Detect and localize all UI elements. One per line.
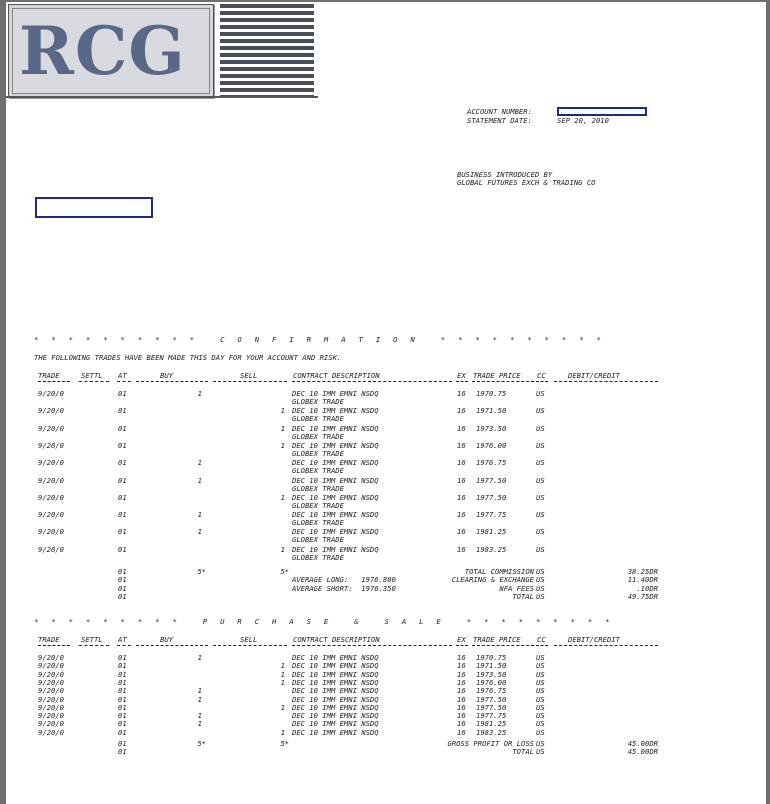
trade-price: 1971.50 (476, 406, 507, 416)
trade-date: 9/20/0 (38, 686, 64, 696)
column-header-desc: CONTRACT DESCRIPTION (293, 371, 380, 380)
currency: US (536, 727, 545, 737)
exchange: 16 (457, 686, 466, 696)
trade-price: 1973.50 (476, 669, 507, 679)
trade-date: 9/20/0 (38, 510, 64, 520)
account-type: 01 (118, 591, 127, 601)
trade-price: 1981.25 (476, 527, 507, 537)
column-header-trade: TRADE (38, 635, 60, 644)
exchange: 16 (457, 661, 466, 671)
header-underline (456, 381, 468, 382)
summary-label: CLEARING & EXCHANGE (451, 575, 534, 585)
account-type: 01 (118, 686, 127, 696)
currency: US (536, 389, 545, 398)
buy-qty: 1 (197, 510, 202, 520)
exchange: 16 (457, 475, 466, 485)
trade-date: 9/20/0 (38, 406, 64, 416)
currency: US (536, 686, 545, 696)
exchange: 16 (457, 458, 466, 468)
trade-date: 9/20/0 (38, 727, 64, 737)
currency: US (536, 510, 545, 520)
trade-date: 9/20/0 (38, 458, 64, 468)
trade-price: 1976.00 (476, 677, 507, 687)
globex-trade-label: GLOBEX TRADE (292, 431, 344, 441)
column-header-debit: DEBIT/CREDIT (568, 635, 620, 644)
account-type: 01 (118, 440, 127, 450)
sell-qty: 1 (280, 669, 285, 679)
account-type: 01 (118, 747, 127, 757)
logo-text: RCG (19, 12, 186, 90)
currency: US (536, 661, 545, 671)
globex-trade-label: GLOBEX TRADE (292, 414, 344, 424)
confirmation-banner: * * * * * * * * * * C O N F I R M A T I O N * * * * * * * * * * (34, 335, 601, 344)
account-type: 01 (118, 739, 127, 748)
column-header-buy: BUY (160, 635, 173, 644)
column-header-at: AT (118, 635, 127, 644)
buy-qty: 1 (197, 694, 202, 704)
summary-amount: 45.00DR (627, 739, 658, 748)
purchase-sale-banner: * * * * * * * * * P U R C H A S E & S A L E * * * * * * * * * (34, 617, 610, 626)
exchange: 16 (457, 527, 466, 537)
confirmation-notice: THE FOLLOWING TRADES HAVE BEEN MADE THIS DAY FOR YOUR ACCOUNT AND RISK. (34, 353, 342, 362)
account-type: 01 (118, 406, 127, 416)
contract-description: DEC 10 IMM EMNI NSDQ (292, 702, 379, 712)
currency: US (536, 677, 545, 687)
sell-qty: 1 (280, 544, 285, 554)
column-header-buy: BUY (160, 371, 173, 380)
summary-amount: 45.00DR (627, 747, 658, 757)
account-type: 01 (118, 492, 127, 502)
currency: US (536, 567, 545, 576)
buy-qty: 1 (197, 458, 202, 468)
buy-qty: 1 (197, 389, 202, 398)
account-type: 01 (118, 694, 127, 704)
trade-price: 1977.50 (476, 492, 507, 502)
sell-qty: 1 (280, 440, 285, 450)
currency: US (536, 669, 545, 679)
header-underline (38, 381, 70, 382)
header-underline (536, 645, 548, 646)
trade-date: 9/20/0 (38, 719, 64, 729)
exchange: 16 (457, 423, 466, 433)
column-header-cc: CC (537, 635, 546, 644)
contract-description: DEC 10 IMM EMNI NSDQ (292, 727, 379, 737)
buy-qty: 1 (197, 686, 202, 696)
account-type: 01 (118, 510, 127, 520)
summary-amount: 49.75DR (627, 591, 658, 601)
account-type: 01 (118, 567, 127, 576)
account-type: 01 (118, 711, 127, 721)
statement-page (6, 2, 766, 804)
currency: US (536, 591, 545, 601)
trade-date: 9/20/0 (38, 702, 64, 712)
account-type: 01 (118, 719, 127, 729)
contract-description: DEC 10 IMM EMNI NSDQ (292, 677, 379, 687)
contract-description: DEC 10 IMM EMNI NSDQ (292, 389, 379, 398)
account-type: 01 (118, 389, 127, 398)
trade-price: 1970.75 (476, 389, 507, 398)
trade-price: 1976.00 (476, 440, 507, 450)
column-header-settl: SETTL (81, 635, 103, 644)
exchange: 16 (457, 669, 466, 679)
column-header-sell: SELL (240, 635, 258, 644)
column-header-ex: EX (457, 371, 466, 380)
header-underline (117, 645, 131, 646)
contract-description: DEC 10 IMM EMNI NSDQ (292, 492, 379, 502)
header-underline (554, 381, 658, 382)
buy-qty: 1 (197, 719, 202, 729)
currency: US (536, 440, 545, 450)
introduced-by-line2: GLOBAL FUTURES EXCH & TRADING CO (457, 178, 596, 187)
sell-qty: 1 (280, 727, 285, 737)
buy-qty: 1 (197, 653, 202, 662)
trade-date: 9/20/0 (38, 677, 64, 687)
average-price: AVERAGE LONG: 1976.800 (292, 575, 396, 585)
account-type: 01 (118, 475, 127, 485)
header-underline (292, 381, 452, 382)
column-header-ex: EX (457, 635, 466, 644)
trade-price: 1977.50 (476, 694, 507, 704)
contract-description: DEC 10 IMM EMNI NSDQ (292, 510, 379, 520)
introduced-by-line1: BUSINESS INTRODUCED BY (457, 170, 553, 179)
column-header-debit: DEBIT/CREDIT (568, 371, 620, 380)
currency: US (536, 747, 545, 757)
buy-qty: 1 (197, 711, 202, 721)
currency: US (536, 458, 545, 468)
trade-price: 1971.50 (476, 661, 507, 671)
trade-date: 9/20/0 (38, 544, 64, 554)
currency: US (536, 475, 545, 485)
header-underline (117, 381, 131, 382)
column-header-cc: CC (537, 371, 546, 380)
currency: US (536, 492, 545, 502)
globex-trade-label: GLOBEX TRADE (292, 466, 344, 476)
trade-date: 9/20/0 (38, 423, 64, 433)
currency: US (536, 406, 545, 416)
summary-label: TOTAL (512, 747, 534, 757)
trade-date: 9/20/0 (38, 475, 64, 485)
summary-amount: .10DR (636, 583, 658, 593)
contract-description: DEC 10 IMM EMNI NSDQ (292, 661, 379, 671)
currency: US (536, 694, 545, 704)
header-underline (213, 381, 287, 382)
account-type: 01 (118, 661, 127, 671)
trade-date: 9/20/0 (38, 653, 64, 662)
globex-trade-label: GLOBEX TRADE (292, 483, 344, 493)
header-underline (79, 645, 109, 646)
account-type: 01 (118, 583, 127, 593)
trade-date: 9/20/0 (38, 389, 64, 398)
summary-label: NFA FEES (499, 583, 534, 593)
trade-date: 9/20/0 (38, 527, 64, 537)
exchange: 16 (457, 677, 466, 687)
trade-price: 1970.75 (476, 653, 507, 662)
trade-date: 9/20/0 (38, 711, 64, 721)
header-underline (472, 645, 534, 646)
trade-date: 9/20/0 (38, 440, 64, 450)
header-underline (79, 381, 109, 382)
account-type: 01 (118, 544, 127, 554)
globex-trade-label: GLOBEX TRADE (292, 535, 344, 545)
trade-price: 1977.50 (476, 475, 507, 485)
account-type: 01 (118, 677, 127, 687)
sell-qty: 1 (280, 677, 285, 687)
trade-date: 9/20/0 (38, 694, 64, 704)
exchange: 16 (457, 389, 466, 398)
summary-label: GROSS PROFIT OR LOSS (447, 739, 534, 748)
exchange: 16 (457, 694, 466, 704)
average-price: AVERAGE SHORT: 1976.350 (292, 583, 396, 593)
summary-amount: 11.40DR (627, 575, 658, 585)
account-number-label: ACCOUNT NUMBER: (467, 107, 532, 116)
currency: US (536, 719, 545, 729)
currency: US (536, 583, 545, 593)
trade-price: 1976.75 (476, 458, 507, 468)
contract-description: DEC 10 IMM EMNI NSDQ (292, 406, 379, 416)
contract-description: DEC 10 IMM EMNI NSDQ (292, 475, 379, 485)
column-header-price: TRADE PRICE (473, 371, 521, 380)
exchange: 16 (457, 544, 466, 554)
exchange: 16 (457, 711, 466, 721)
sell-qty: 1 (280, 423, 285, 433)
currency: US (536, 702, 545, 712)
trade-date: 9/20/0 (38, 492, 64, 502)
exchange: 16 (457, 510, 466, 520)
contract-description: DEC 10 IMM EMNI NSDQ (292, 544, 379, 554)
trade-price: 1976.75 (476, 686, 507, 696)
currency: US (536, 739, 545, 748)
buy-total: 5* (197, 739, 206, 748)
summary-amount: 38.25DR (627, 567, 658, 576)
globex-trade-label: GLOBEX TRADE (292, 448, 344, 458)
buy-qty: 1 (197, 527, 202, 537)
header-underline (292, 645, 452, 646)
contract-description: DEC 10 IMM EMNI NSDQ (292, 719, 379, 729)
contract-description: DEC 10 IMM EMNI NSDQ (292, 440, 379, 450)
trade-date: 9/20/0 (38, 669, 64, 679)
trade-price: 1983.25 (476, 727, 507, 737)
account-type: 01 (118, 702, 127, 712)
currency: US (536, 575, 545, 585)
account-type: 01 (118, 527, 127, 537)
trade-date: 9/20/0 (38, 661, 64, 671)
header-underline (213, 645, 287, 646)
exchange: 16 (457, 727, 466, 737)
contract-description: DEC 10 IMM EMNI NSDQ (292, 694, 379, 704)
header-underline (136, 381, 208, 382)
sell-qty: 1 (280, 702, 285, 712)
currency: US (536, 527, 545, 537)
globex-trade-label: GLOBEX TRADE (292, 500, 344, 510)
column-header-desc: CONTRACT DESCRIPTION (293, 635, 380, 644)
sell-total: 5* (280, 567, 289, 576)
account-type: 01 (118, 575, 127, 585)
account-type: 01 (118, 458, 127, 468)
column-header-price: TRADE PRICE (473, 635, 521, 644)
account-type: 01 (118, 653, 127, 662)
contract-description: DEC 10 IMM EMNI NSDQ (292, 711, 379, 721)
header-underline (38, 645, 70, 646)
summary-label: TOTAL COMMISSION (464, 567, 534, 576)
column-header-settl: SETTL (81, 371, 103, 380)
trade-price: 1983.25 (476, 544, 507, 554)
contract-description: DEC 10 IMM EMNI NSDQ (292, 423, 379, 433)
globex-trade-label: GLOBEX TRADE (292, 552, 344, 562)
column-header-trade: TRADE (38, 371, 60, 380)
summary-label: TOTAL (512, 591, 534, 601)
exchange: 16 (457, 492, 466, 502)
sell-qty: 1 (280, 492, 285, 502)
contract-description: DEC 10 IMM EMNI NSDQ (292, 458, 379, 468)
exchange: 16 (457, 406, 466, 416)
buy-total: 5* (197, 567, 206, 576)
contract-description: DEC 10 IMM EMNI NSDQ (292, 653, 379, 662)
currency: US (536, 653, 545, 662)
account-type: 01 (118, 423, 127, 433)
exchange: 16 (457, 702, 466, 712)
contract-description: DEC 10 IMM EMNI NSDQ (292, 686, 379, 696)
statement-date-label: STATEMENT DATE: (467, 116, 532, 125)
contract-description: DEC 10 IMM EMNI NSDQ (292, 527, 379, 537)
sell-qty: 1 (280, 406, 285, 416)
currency: US (536, 544, 545, 554)
header-underline (554, 645, 658, 646)
statement-date: SEP 20, 2010 (557, 116, 609, 125)
currency: US (536, 423, 545, 433)
contract-description: DEC 10 IMM EMNI NSDQ (292, 669, 379, 679)
header-underline (136, 645, 208, 646)
logo-stripes (220, 4, 314, 96)
account-number-redacted (557, 107, 647, 116)
trade-price: 1973.50 (476, 423, 507, 433)
exchange: 16 (457, 719, 466, 729)
address-redacted (35, 197, 153, 218)
rcg-logo (8, 4, 214, 98)
column-header-at: AT (118, 371, 127, 380)
currency: US (536, 711, 545, 721)
header-underline (472, 381, 534, 382)
exchange: 16 (457, 653, 466, 662)
globex-trade-label: GLOBEX TRADE (292, 518, 344, 528)
account-type: 01 (118, 727, 127, 737)
account-type: 01 (118, 669, 127, 679)
exchange: 16 (457, 440, 466, 450)
sell-total: 5* (280, 739, 289, 748)
column-header-sell: SELL (240, 371, 258, 380)
logo-divider (6, 96, 318, 98)
trade-price: 1977.75 (476, 711, 507, 721)
sell-qty: 1 (280, 661, 285, 671)
header-underline (456, 645, 468, 646)
trade-price: 1981.25 (476, 719, 507, 729)
trade-price: 1977.50 (476, 702, 507, 712)
trade-price: 1977.75 (476, 510, 507, 520)
header-underline (536, 381, 548, 382)
buy-qty: 1 (197, 475, 202, 485)
globex-trade-label: GLOBEX TRADE (292, 397, 344, 406)
